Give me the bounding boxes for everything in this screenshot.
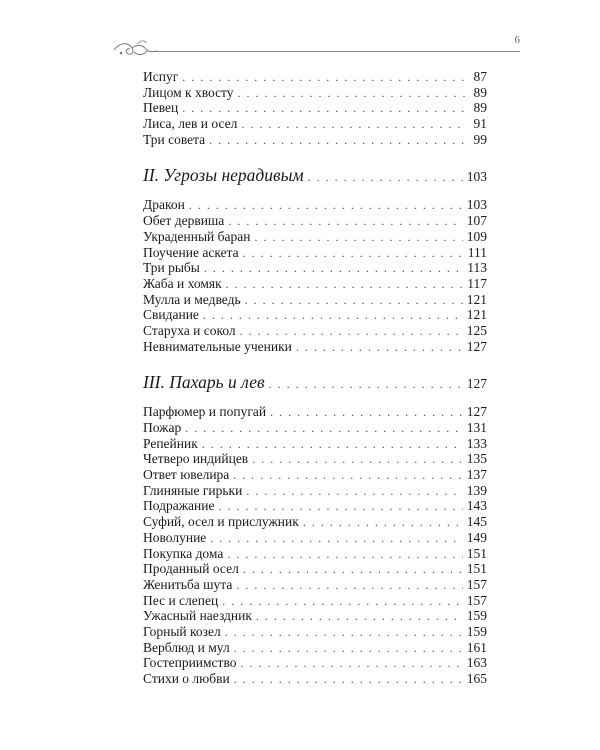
page-header	[112, 36, 520, 60]
toc-entry	[143, 530, 487, 546]
entry-title: Пес и слепец	[143, 592, 219, 608]
flourish-ornament-icon	[112, 36, 162, 62]
entry-title: Певец	[143, 100, 179, 116]
dot-leader	[222, 594, 463, 610]
entry-page-number: 109	[466, 228, 487, 244]
toc-section3-list	[143, 404, 487, 686]
entry-page-number: 137	[466, 467, 487, 483]
toc-entry	[143, 245, 487, 261]
toc-section-heading	[143, 164, 487, 186]
toc-entry	[143, 640, 487, 656]
toc-entry	[143, 213, 487, 229]
toc-intro-list	[143, 69, 487, 147]
toc-entry	[143, 420, 487, 436]
entry-page-number: 121	[466, 307, 487, 323]
entry-page-number: 121	[466, 291, 487, 307]
toc-entry	[143, 593, 487, 609]
entry-title: Ужасный наездник	[143, 608, 252, 624]
toc-section-heading	[143, 371, 487, 393]
entry-page-number: 143	[466, 498, 487, 514]
entry-page-number: 165	[466, 671, 487, 686]
toc-entry	[143, 404, 487, 420]
toc-entry	[143, 132, 487, 148]
toc-entry	[143, 467, 487, 483]
toc-entry	[143, 561, 487, 577]
toc-entry	[143, 229, 487, 245]
toc-entry	[143, 276, 487, 292]
entry-page-number: 87	[473, 69, 487, 84]
toc-entry	[143, 323, 487, 339]
entry-title: Обет дервиша	[143, 213, 225, 229]
toc-entry	[143, 624, 487, 640]
toc-entry	[143, 292, 487, 308]
toc-entry	[143, 577, 487, 593]
entry-title: Гостеприимство	[143, 655, 237, 671]
entry-page-number: 91	[473, 116, 487, 132]
dot-leader	[296, 340, 463, 356]
entry-title: Свидание	[143, 307, 199, 323]
entry-page-number: 161	[466, 639, 487, 655]
dot-leader	[226, 277, 464, 293]
entry-title: Украденный баран	[143, 228, 251, 244]
entry-page-number: 163	[466, 655, 487, 671]
dot-leader	[225, 625, 463, 641]
toc-entry	[143, 69, 487, 85]
dot-leader	[236, 578, 462, 594]
toc-entry	[143, 451, 487, 467]
entry-title: Репейник	[143, 435, 198, 451]
toc-section2-list	[143, 197, 487, 354]
dot-leader	[303, 515, 463, 531]
toc-entry	[143, 260, 487, 276]
toc-entry	[143, 116, 487, 132]
dot-leader	[243, 562, 463, 578]
entry-title: Пожар	[143, 420, 182, 435]
dot-leader	[204, 261, 463, 277]
entry-title: Проданный осел	[143, 561, 239, 577]
dot-leader	[203, 308, 463, 324]
entry-page-number: 103	[466, 197, 487, 213]
entry-page-number: 89	[473, 84, 487, 100]
entry-title: Женитьба шута	[143, 576, 233, 592]
dot-leader	[240, 656, 462, 672]
entry-title: Новолуние	[143, 529, 207, 545]
entry-page-number: 131	[466, 420, 487, 435]
dot-leader	[241, 117, 465, 133]
dot-leader	[238, 86, 465, 102]
dot-leader	[254, 230, 462, 246]
entry-title: Парфюмер и попугай	[143, 404, 267, 420]
entry-title: Подражание	[143, 498, 215, 514]
entry-title: Лиса, лев и осел	[143, 116, 238, 132]
entry-page-number: 127	[466, 404, 487, 420]
entry-page-number: 159	[466, 623, 487, 639]
entry-page-number: 113	[467, 260, 487, 276]
dot-leader	[246, 484, 462, 500]
entry-title: Глиняные гирьки	[143, 482, 243, 498]
toc-entry	[143, 546, 487, 562]
entry-title: Ответ ювелира	[143, 467, 230, 483]
toc-entry	[143, 339, 487, 355]
dot-leader	[182, 70, 465, 86]
entry-page-number: 125	[466, 322, 487, 338]
page-number: 6	[514, 34, 520, 46]
toc-entry	[143, 514, 487, 530]
dot-leader	[270, 405, 463, 421]
entry-page-number: 107	[466, 213, 487, 229]
entry-page-number: 139	[466, 482, 487, 498]
entry-title: Стихи о любви	[143, 671, 230, 686]
entry-title: Три рыбы	[143, 260, 200, 276]
entry-page-number: 151	[466, 545, 487, 561]
entry-page-number: 111	[467, 244, 487, 260]
toc-entry	[143, 100, 487, 116]
dot-leader	[210, 531, 462, 547]
dot-leader	[185, 421, 463, 437]
entry-page-number: 89	[473, 100, 487, 116]
entry-title: Верблюд и мул	[143, 639, 230, 655]
dot-leader	[245, 293, 463, 309]
dot-leader	[269, 373, 463, 395]
entry-page-number: 135	[466, 451, 487, 467]
dot-leader	[228, 214, 462, 230]
entry-page-number: 149	[466, 529, 487, 545]
toc-entry	[143, 483, 487, 499]
section-page-number: 127	[466, 376, 487, 392]
entry-page-number: 145	[466, 514, 487, 530]
entry-page-number: 127	[466, 338, 487, 354]
entry-title: Дракон	[143, 197, 185, 213]
entry-page-number: 117	[467, 275, 487, 291]
toc-entry	[143, 608, 487, 624]
entry-title: Лицом к хвосту	[143, 84, 234, 100]
toc-entry	[143, 197, 487, 213]
entry-title: Суфий, осел и прислужник	[143, 514, 299, 530]
dot-leader	[243, 246, 464, 262]
dot-leader	[209, 133, 465, 149]
entry-title: Три совета	[143, 131, 206, 147]
toc-entry	[143, 498, 487, 514]
dot-leader	[227, 547, 462, 563]
entry-page-number: 99	[473, 131, 487, 147]
entry-title: Невнимательные ученики	[143, 338, 292, 354]
toc-entry	[143, 671, 487, 687]
dot-leader	[189, 198, 463, 214]
toc-entry	[143, 307, 487, 323]
dot-leader	[233, 468, 462, 484]
dot-leader	[240, 324, 463, 340]
section-page-number: 103	[466, 169, 487, 185]
dot-leader	[234, 641, 463, 657]
toc-entry	[143, 436, 487, 452]
dot-leader	[182, 101, 465, 117]
entry-title: Мулла и медведь	[143, 291, 241, 307]
entry-page-number: 151	[466, 561, 487, 577]
entry-page-number: 157	[466, 592, 487, 608]
dot-leader	[234, 672, 463, 688]
dot-leader	[308, 166, 463, 188]
entry-page-number: 133	[466, 435, 487, 451]
toc-entry	[143, 85, 487, 101]
entry-title: Поучение аскета	[143, 244, 239, 260]
section-title: II. Угрозы нерадивым	[143, 165, 304, 186]
dot-leader	[202, 437, 463, 453]
entry-title: Испуг	[143, 69, 179, 84]
table-of-contents	[143, 69, 487, 687]
entry-page-number: 157	[466, 576, 487, 592]
entry-title: Покупка дома	[143, 545, 224, 561]
section-title: III. Пахарь и лев	[143, 372, 265, 393]
entry-title: Старуха и сокол	[143, 322, 236, 338]
entry-title: Жаба и хомяк	[143, 275, 222, 291]
dot-leader	[218, 499, 462, 515]
toc-entry	[143, 655, 487, 671]
dot-leader	[256, 609, 463, 625]
dot-leader	[252, 452, 463, 468]
entry-page-number: 159	[466, 608, 487, 624]
entry-title: Горный козел	[143, 623, 221, 639]
header-rule	[156, 51, 520, 52]
entry-title: Четверо индийцев	[143, 451, 249, 467]
